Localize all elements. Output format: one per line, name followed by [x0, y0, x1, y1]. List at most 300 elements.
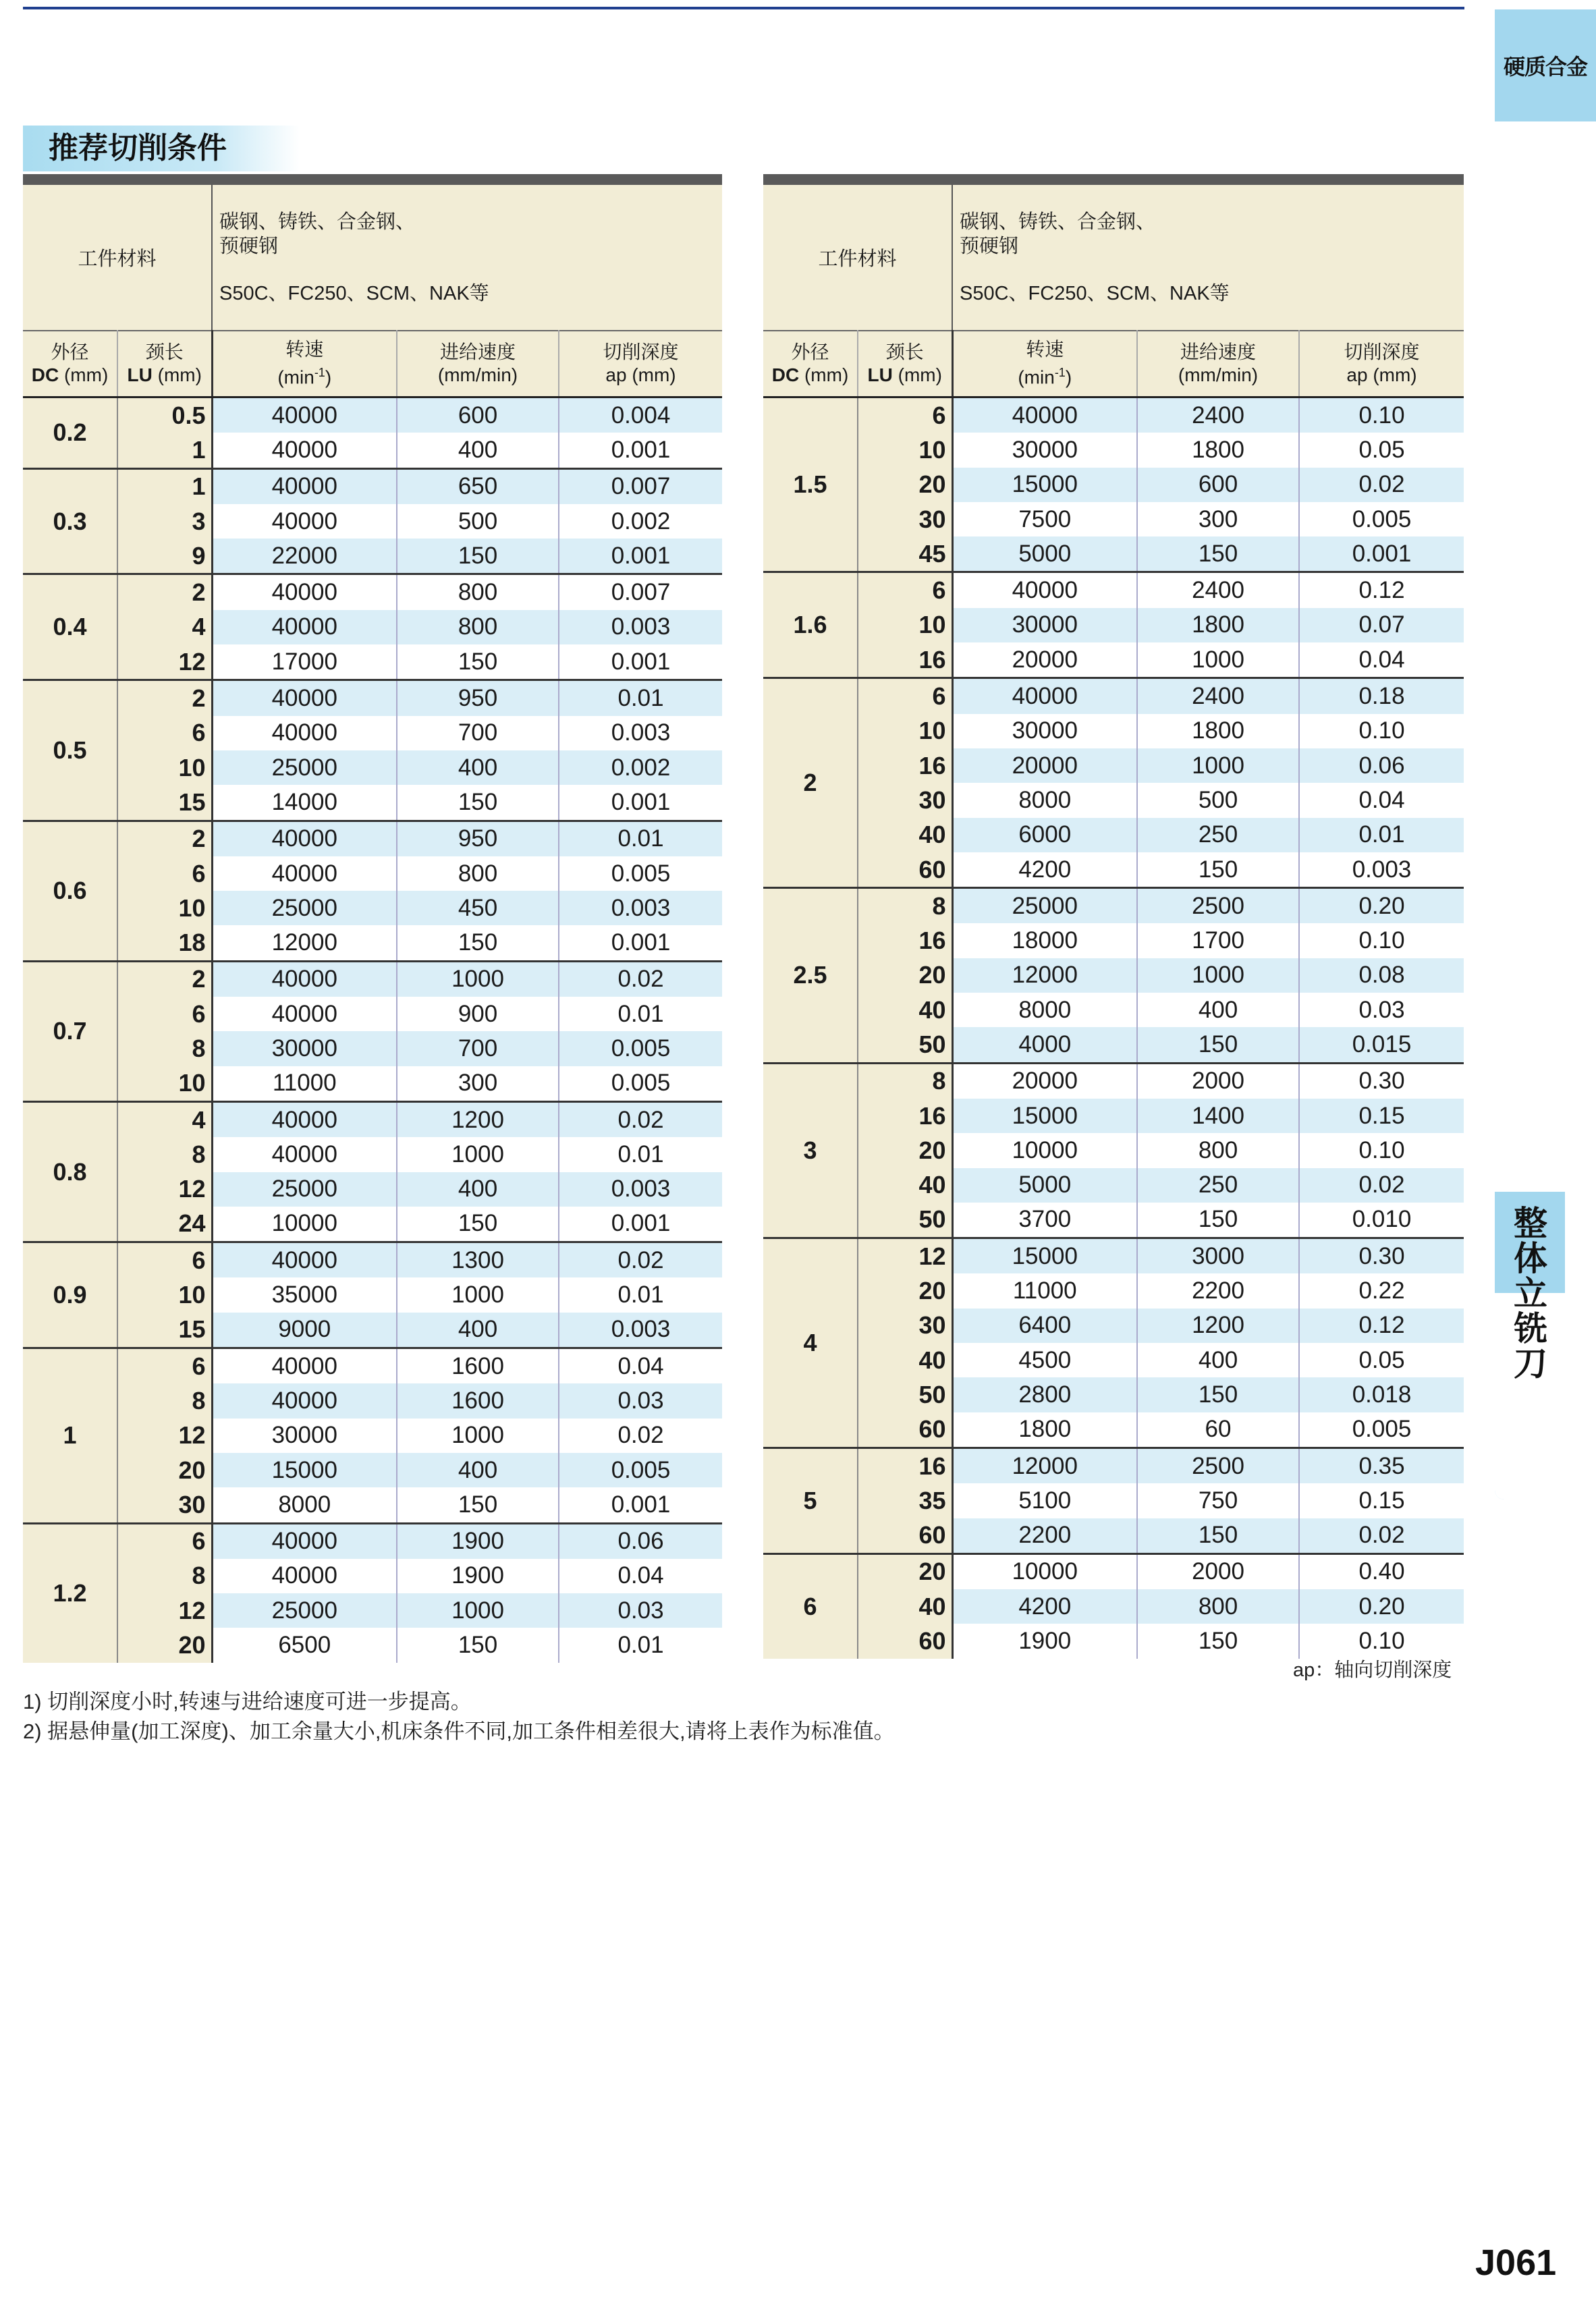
lu-cell: 35: [858, 1483, 952, 1518]
table-row: [763, 572, 1464, 608]
speed-cell: 2800: [952, 1377, 1137, 1412]
lu-cell: 30: [858, 783, 952, 817]
speed-cell: 40000: [212, 468, 397, 504]
speed-cell: 12000: [212, 925, 397, 961]
depth-cell: 0.20: [1299, 888, 1464, 924]
table-row: [23, 644, 722, 680]
table-row: [763, 783, 1464, 817]
feed-cell: 2000: [1137, 1063, 1299, 1099]
dc-cell: 0.7: [23, 961, 117, 1101]
table-row: [23, 680, 722, 716]
ap-note: ap：轴向切削深度: [1293, 1659, 1452, 1681]
depth-cell: 0.12: [1299, 572, 1464, 608]
lu-cell: 12: [117, 1419, 212, 1453]
lu-cell: 6: [117, 1523, 212, 1559]
depth-cell: 0.001: [611, 436, 671, 463]
feed-cell: 1900: [397, 1523, 559, 1559]
dc-cell: 2.5: [763, 888, 858, 1063]
lu-cell: 9: [117, 539, 212, 574]
lu-cell: 20: [858, 958, 952, 993]
table-row: [763, 678, 1464, 714]
feed-cell: 1000: [397, 1593, 559, 1628]
feed-cell: 1000: [397, 1137, 559, 1172]
depth-cell: 0.02: [1299, 468, 1464, 502]
col-header-depth: 切削深度 ap (mm): [1299, 331, 1464, 397]
depth-cell: 0.04: [1358, 786, 1405, 813]
speed-cell: 40000: [212, 997, 397, 1031]
speed-cell: 40000: [212, 610, 397, 644]
depth-cell: 0.20: [1299, 1589, 1464, 1624]
col-header-speed: 转速 $(\min^{-1})$: [952, 331, 1137, 397]
lu-cell: 20: [858, 1273, 952, 1308]
table-row: [23, 961, 722, 997]
speed-cell: 25000: [952, 888, 1137, 924]
feed-cell: 150: [397, 1628, 559, 1662]
depth-cell: 0.06: [1299, 748, 1464, 783]
feed-cell: 800: [397, 574, 559, 610]
feed-cell: 800: [1137, 1589, 1299, 1624]
speed-cell: 2200: [952, 1518, 1137, 1554]
lu-cell: 16: [858, 1099, 952, 1133]
lu-cell: 2: [117, 821, 212, 856]
speed-cell: 25000: [212, 891, 397, 925]
col-header-dc: 外径 DC (mm): [23, 331, 117, 397]
feed-cell: 150: [397, 785, 559, 821]
dc-cell: 0.2: [23, 397, 117, 469]
material-desc-line3: S50C、FC250、SCM、NAK等: [219, 282, 489, 304]
feed-cell: 400: [397, 1313, 559, 1348]
speed-cell: 8000: [952, 783, 1137, 817]
feed-cell: 150: [1137, 1027, 1299, 1063]
feed-cell: 150: [397, 1487, 559, 1523]
feed-cell: 150: [1137, 852, 1299, 888]
table-row: [763, 1168, 1464, 1203]
table-row: [23, 1313, 722, 1348]
material-header-row: [763, 180, 1464, 331]
speed-cell: 25000: [212, 750, 397, 785]
lu-cell: 16: [858, 923, 952, 958]
speed-cell: 40000: [212, 504, 397, 539]
feed-cell: 150: [1137, 536, 1299, 572]
lu-cell: 15: [117, 1313, 212, 1348]
material-desc-line1: 碳钢、铸铁、合金钢、: [219, 211, 416, 233]
depth-cell: 0.40: [1299, 1553, 1464, 1589]
feed-cell: 1200: [397, 1101, 559, 1137]
speed-cell: 40000: [212, 1348, 397, 1384]
depth-cell: 0.001: [1299, 536, 1464, 572]
speed-cell: 5000: [952, 536, 1137, 572]
lu-cell: 60: [858, 1624, 952, 1658]
depth-cell: 0.07: [1299, 608, 1464, 642]
lu-cell: 45: [858, 536, 952, 572]
depth-cell: 0.003: [559, 1172, 722, 1207]
table-row: [763, 714, 1464, 748]
speed-cell: 18000: [952, 923, 1137, 958]
feed-cell: 150: [397, 925, 559, 961]
depth-cell: 0.03: [559, 1383, 722, 1418]
speed-cell: 25000: [212, 1593, 397, 1628]
lu-cell: 6: [117, 856, 212, 891]
lu-cell: 1: [117, 468, 212, 504]
depth-cell: 0.018: [1299, 1377, 1464, 1412]
lu-cell: 40: [858, 818, 952, 852]
table-row: [763, 536, 1464, 572]
speed-cell: 30000: [952, 608, 1137, 642]
material-header-row: [23, 180, 722, 331]
speed-cell: 8000: [212, 1487, 397, 1523]
speed-cell: 1800: [952, 1412, 1137, 1448]
dc-cell: 3: [763, 1063, 858, 1238]
depth-cell: 0.08: [1299, 958, 1464, 993]
feed-cell: 1800: [1137, 433, 1299, 467]
depth-cell: 0.003: [559, 891, 722, 925]
depth-cell: 0.02: [1299, 1168, 1464, 1203]
lu-cell: 30: [858, 502, 952, 536]
material-desc-line3: S50C、FC250、SCM、NAK等: [960, 282, 1230, 304]
lu-cell: 8: [117, 1137, 212, 1172]
table-row: [763, 642, 1464, 678]
lu-cell: 4: [117, 610, 212, 644]
lu-cell: 10: [117, 1066, 212, 1102]
table-row: [23, 504, 722, 539]
lu-cell: 10: [117, 891, 212, 925]
table-row: [23, 1242, 722, 1278]
table-row: [763, 818, 1464, 852]
feed-cell: 400: [397, 433, 559, 468]
depth-cell: 0.001: [559, 539, 722, 574]
speed-cell: 40000: [212, 1137, 397, 1172]
table-row: [23, 1383, 722, 1418]
depth-cell: 0.30: [1299, 1063, 1464, 1099]
speed-cell: 12000: [952, 1448, 1137, 1483]
feed-cell: 300: [1137, 502, 1299, 536]
table-row: [763, 1343, 1464, 1377]
lu-cell: 6: [117, 716, 212, 750]
table-row: [763, 1027, 1464, 1063]
table-row: [763, 1553, 1464, 1589]
depth-cell: 0.007: [559, 574, 722, 610]
depth-cell: 0.001: [611, 648, 671, 675]
dc-cell: 1.5: [763, 397, 858, 572]
footnote-1: 1) 切削深度小时,转速与进给速度可进一步提高。: [23, 1690, 472, 1713]
depth-cell: 0.015: [1299, 1027, 1464, 1063]
feed-cell: 2500: [1137, 1448, 1299, 1483]
feed-cell: 1300: [397, 1242, 559, 1278]
table-row: [23, 1066, 722, 1102]
lu-cell: 20: [858, 1133, 952, 1167]
speed-cell: 30000: [952, 714, 1137, 748]
lu-cell: 40: [858, 993, 952, 1027]
speed-cell: 40000: [212, 716, 397, 750]
lu-cell: 12: [858, 1238, 952, 1274]
dc-cell: 0.3: [23, 468, 117, 574]
feed-cell: 650: [397, 468, 559, 504]
lu-cell: 8: [117, 1031, 212, 1066]
feed-cell: 3000: [1137, 1238, 1299, 1274]
dc-cell: 2: [763, 678, 858, 888]
depth-cell: 0.03: [1358, 996, 1405, 1023]
depth-cell: 0.04: [617, 1562, 664, 1589]
depth-cell: 0.35: [1299, 1448, 1464, 1483]
col-header-dc: 外径 DC (mm): [763, 331, 858, 397]
table-row: [23, 574, 722, 610]
speed-cell: 20000: [952, 1063, 1137, 1099]
dc-cell: 0.4: [23, 574, 117, 680]
feed-cell: 2500: [1137, 888, 1299, 924]
speed-cell: 22000: [212, 539, 397, 574]
table-row: [23, 1453, 722, 1487]
table-row: [23, 1628, 722, 1662]
depth-cell: 0.01: [617, 1632, 664, 1659]
table-row: [23, 1419, 722, 1453]
table-row: [763, 958, 1464, 993]
depth-cell: 0.005: [1352, 1416, 1412, 1443]
lu-cell: 10: [117, 1277, 212, 1312]
feed-cell: 1900: [397, 1559, 559, 1593]
table-row: [23, 1593, 722, 1628]
lu-cell: 60: [858, 1412, 952, 1448]
table-row: [763, 852, 1464, 888]
depth-cell: 0.03: [559, 1593, 722, 1628]
lu-cell: 40: [858, 1589, 952, 1624]
dc-cell: 1.6: [763, 572, 858, 678]
feed-cell: 2000: [1137, 1553, 1299, 1589]
table-row: [23, 891, 722, 925]
table-row: [763, 1483, 1464, 1518]
speed-cell: 15000: [212, 1453, 397, 1487]
speed-cell: 11000: [952, 1273, 1137, 1308]
feed-cell: 400: [397, 1172, 559, 1207]
speed-cell: 17000: [212, 644, 397, 680]
lu-cell: 16: [858, 748, 952, 783]
material-label: 工件材料: [23, 180, 212, 331]
dc-cell: 4: [763, 1238, 858, 1448]
depth-cell: 0.005: [611, 1070, 671, 1097]
feed-cell: 450: [397, 891, 559, 925]
depth-cell: 0.01: [617, 1000, 664, 1027]
col-header-lu: 颈长 LU (mm): [858, 331, 952, 397]
feed-cell: 150: [1137, 1624, 1299, 1658]
table-row: [23, 1523, 722, 1559]
speed-cell: 20000: [952, 748, 1137, 783]
speed-cell: 40000: [212, 1559, 397, 1593]
lu-cell: 15: [117, 785, 212, 821]
footnotes: [23, 1687, 895, 1746]
feed-cell: 1000: [1137, 642, 1299, 678]
speed-cell: 40000: [212, 1383, 397, 1418]
speed-cell: 40000: [952, 678, 1137, 714]
lu-cell: 2: [117, 961, 212, 997]
material-description: [212, 180, 722, 331]
feed-cell: 800: [397, 610, 559, 644]
speed-cell: 15000: [952, 1238, 1137, 1274]
table-row: [23, 1101, 722, 1137]
lu-cell: 24: [117, 1207, 212, 1242]
feed-cell: 1000: [1137, 958, 1299, 993]
speed-cell: 9000: [212, 1313, 397, 1348]
feed-cell: 60: [1137, 1412, 1299, 1448]
feed-cell: 800: [397, 856, 559, 891]
speed-cell: 30000: [212, 1419, 397, 1453]
depth-cell: 0.10: [1358, 1136, 1405, 1163]
lu-cell: 20: [117, 1453, 212, 1487]
lu-cell: 10: [858, 714, 952, 748]
material-desc-line1: 碳钢、铸铁、合金钢、: [960, 211, 1156, 233]
depth-cell: 0.005: [559, 1453, 722, 1487]
feed-cell: 150: [397, 1207, 559, 1242]
table-row: [23, 539, 722, 574]
depth-cell: 0.30: [1299, 1238, 1464, 1274]
feed-cell: 700: [397, 716, 559, 750]
lu-cell: 20: [117, 1628, 212, 1662]
depth-cell: 0.005: [559, 1031, 722, 1066]
table-row: [23, 821, 722, 856]
feed-cell: 700: [397, 1031, 559, 1066]
table-row: [763, 397, 1464, 433]
speed-cell: 30000: [952, 433, 1137, 467]
table-row: [23, 1277, 722, 1312]
lu-cell: 10: [858, 608, 952, 642]
feed-cell: 2400: [1137, 678, 1299, 714]
feed-cell: 900: [397, 997, 559, 1031]
lu-cell: 20: [858, 1553, 952, 1589]
depth-cell: 0.01: [617, 1140, 664, 1167]
dc-cell: 1.2: [23, 1523, 117, 1663]
feed-cell: 950: [397, 821, 559, 856]
feed-cell: 150: [397, 644, 559, 680]
table-row: [763, 1518, 1464, 1554]
speed-cell: 4200: [952, 852, 1137, 888]
table-row: [23, 397, 722, 433]
cutting-table-right: [763, 174, 1464, 1659]
table-row: [23, 925, 722, 961]
lu-cell: 6: [117, 1348, 212, 1384]
depth-cell: 0.10: [1358, 1628, 1405, 1655]
depth-cell: 0.05: [1358, 436, 1405, 463]
depth-cell: 0.004: [559, 397, 722, 433]
depth-cell: 0.12: [1299, 1309, 1464, 1343]
depth-cell: 0.001: [611, 1491, 671, 1518]
depth-cell: 0.003: [559, 610, 722, 644]
table-row: [23, 716, 722, 750]
speed-cell: 40000: [212, 1101, 397, 1137]
lu-cell: 4: [117, 1101, 212, 1137]
feed-cell: 1400: [1137, 1099, 1299, 1133]
feed-cell: 950: [397, 680, 559, 716]
lu-cell: 40: [858, 1343, 952, 1377]
speed-cell: 40000: [212, 433, 397, 468]
depth-cell: 0.10: [1299, 397, 1464, 433]
table-row: [23, 1348, 722, 1384]
feed-cell: 1600: [397, 1383, 559, 1418]
depth-cell: 0.01: [617, 1282, 664, 1309]
speed-cell: 4200: [952, 1589, 1137, 1624]
depth-cell: 0.22: [1358, 1277, 1405, 1304]
feed-cell: 2200: [1137, 1273, 1299, 1308]
dc-cell: 1: [23, 1348, 117, 1523]
feed-cell: 750: [1137, 1483, 1299, 1518]
lu-cell: 3: [117, 504, 212, 539]
table-row: [763, 468, 1464, 502]
table-row: [23, 856, 722, 891]
col-header-depth: 切削深度 ap (mm): [559, 331, 722, 397]
depth-cell: 0.005: [1352, 505, 1412, 532]
depth-cell: 0.001: [611, 788, 671, 815]
table-row: [763, 1448, 1464, 1483]
speed-cell: 10000: [952, 1553, 1137, 1589]
depth-cell: 0.06: [559, 1523, 722, 1559]
material-desc-line2: 预硬钢: [960, 235, 1019, 257]
lu-cell: 6: [858, 678, 952, 714]
speed-cell: 40000: [212, 680, 397, 716]
page-number: J061: [1475, 2242, 1557, 2283]
table-row: [23, 610, 722, 644]
speed-cell: 5100: [952, 1483, 1137, 1518]
lu-cell: 12: [117, 1593, 212, 1628]
speed-cell: 6500: [212, 1628, 397, 1662]
depth-cell: 0.02: [559, 1101, 722, 1137]
feed-cell: 1800: [1137, 608, 1299, 642]
col-header-speed: 转速 $(\min^{-1})$: [212, 331, 397, 397]
feed-cell: 1000: [397, 961, 559, 997]
feed-cell: 150: [397, 539, 559, 574]
speed-cell: 1900: [952, 1624, 1137, 1658]
feed-cell: 400: [1137, 993, 1299, 1027]
table-row: [763, 502, 1464, 536]
lu-cell: 8: [117, 1559, 212, 1593]
depth-cell: 0.002: [611, 507, 671, 534]
feed-cell: 1000: [397, 1419, 559, 1453]
table-row: [23, 785, 722, 821]
lu-cell: 30: [858, 1309, 952, 1343]
speed-cell: 25000: [212, 1172, 397, 1207]
lu-cell: 10: [858, 433, 952, 467]
dc-cell: 6: [763, 1553, 858, 1658]
speed-cell: 11000: [212, 1066, 397, 1102]
feed-cell: 400: [1137, 1343, 1299, 1377]
speed-cell: 6000: [952, 818, 1137, 852]
depth-cell: 0.02: [617, 1422, 664, 1449]
cutting-table-right-body: [763, 180, 1464, 1659]
depth-cell: 0.02: [559, 1242, 722, 1278]
lu-cell: 8: [858, 1063, 952, 1099]
feed-cell: 300: [397, 1066, 559, 1102]
feed-cell: 600: [397, 397, 559, 433]
depth-cell: 0.001: [611, 929, 671, 956]
feed-cell: 800: [1137, 1133, 1299, 1167]
depth-cell: 0.10: [1358, 717, 1405, 744]
material-description: [952, 180, 1464, 331]
feed-cell: 1700: [1137, 923, 1299, 958]
dc-cell: 0.8: [23, 1101, 117, 1242]
speed-cell: 10000: [212, 1207, 397, 1242]
speed-cell: 6400: [952, 1309, 1137, 1343]
speed-cell: 40000: [212, 821, 397, 856]
lu-cell: 60: [858, 1518, 952, 1554]
feed-cell: 150: [1137, 1377, 1299, 1412]
table-row: [763, 1377, 1464, 1412]
feed-cell: 500: [1137, 783, 1299, 817]
depth-cell: 0.04: [559, 1348, 722, 1384]
depth-cell: 0.005: [611, 860, 671, 887]
top-rule: [23, 7, 1464, 9]
table-row: [23, 433, 722, 468]
lu-cell: 60: [858, 852, 952, 888]
col-header-lu: 颈长 LU (mm): [117, 331, 212, 397]
lu-cell: 6: [117, 997, 212, 1031]
table-row: [763, 923, 1464, 958]
side-tab-carbide[interactable]: 硬质合金: [1495, 9, 1596, 121]
